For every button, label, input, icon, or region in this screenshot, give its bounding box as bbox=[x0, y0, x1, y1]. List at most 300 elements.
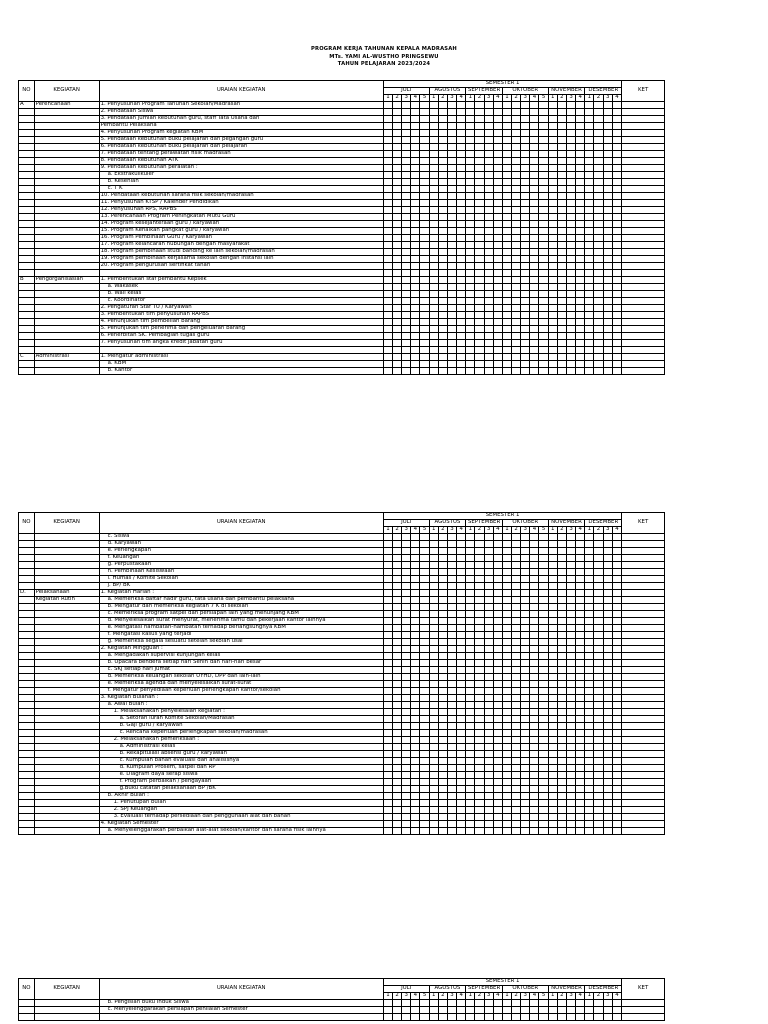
schedule-cell bbox=[502, 333, 511, 340]
schedule-cell bbox=[530, 702, 539, 709]
schedule-cell bbox=[594, 347, 603, 354]
schedule-cell bbox=[392, 576, 401, 583]
row-ket bbox=[622, 723, 665, 730]
week-header: 3 bbox=[402, 993, 411, 1000]
schedule-cell bbox=[383, 807, 392, 814]
schedule-cell bbox=[383, 730, 392, 737]
schedule-cell bbox=[484, 1000, 493, 1007]
row-uraian: c. Rencana keperluan perlengkapan sekolah/madrasah bbox=[99, 730, 383, 737]
row-ket bbox=[622, 284, 665, 291]
schedule-cell bbox=[429, 123, 438, 130]
schedule-cell bbox=[576, 625, 585, 632]
schedule-cell bbox=[447, 611, 456, 618]
row-uraian: b. Akhir Bulan : bbox=[99, 793, 383, 800]
schedule-cell bbox=[475, 277, 484, 284]
schedule-cell bbox=[475, 730, 484, 737]
schedule-cell bbox=[429, 130, 438, 137]
schedule-cell bbox=[594, 793, 603, 800]
schedule-cell bbox=[466, 319, 475, 326]
schedule-cell bbox=[576, 590, 585, 597]
schedule-cell bbox=[438, 625, 447, 632]
row-uraian: 1. Pembentukan staf pembantu Kepsek bbox=[99, 277, 383, 284]
schedule-cell bbox=[493, 632, 502, 639]
schedule-cell bbox=[447, 618, 456, 625]
schedule-cell bbox=[420, 368, 429, 375]
schedule-cell bbox=[512, 270, 521, 277]
schedule-cell bbox=[557, 165, 566, 172]
schedule-cell bbox=[392, 270, 401, 277]
schedule-cell bbox=[475, 639, 484, 646]
schedule-cell bbox=[594, 179, 603, 186]
schedule-cell bbox=[603, 200, 612, 207]
schedule-cell bbox=[603, 821, 612, 828]
schedule-cell bbox=[383, 165, 392, 172]
schedule-cell bbox=[457, 263, 466, 270]
schedule-cell bbox=[420, 144, 429, 151]
table-row bbox=[19, 263, 665, 270]
schedule-cell bbox=[447, 326, 456, 333]
schedule-cell bbox=[521, 632, 530, 639]
schedule-cell bbox=[603, 186, 612, 193]
schedule-cell bbox=[566, 333, 575, 340]
row-uraian: 17. Program kelancaran hubungan dengan masyarakat bbox=[99, 242, 383, 249]
schedule-cell bbox=[557, 695, 566, 702]
schedule-cell bbox=[603, 660, 612, 667]
schedule-cell bbox=[557, 618, 566, 625]
schedule-cell bbox=[420, 291, 429, 298]
schedule-cell bbox=[429, 828, 438, 835]
month-header: SEPTEMBER bbox=[466, 88, 503, 95]
schedule-cell bbox=[438, 534, 447, 541]
schedule-cell bbox=[383, 214, 392, 221]
schedule-cell bbox=[475, 576, 484, 583]
schedule-cell bbox=[594, 354, 603, 361]
row-uraian: Pembantu Pelaksana bbox=[99, 123, 383, 130]
row-no bbox=[19, 674, 35, 681]
schedule-cell bbox=[493, 695, 502, 702]
row-uraian: e. Mengatasi hambatan-hambatan terhadap berlangsungnya KBM bbox=[99, 625, 383, 632]
schedule-cell bbox=[466, 674, 475, 681]
schedule-cell bbox=[612, 291, 622, 298]
schedule-cell bbox=[447, 828, 456, 835]
schedule-cell bbox=[539, 814, 548, 821]
schedule-cell bbox=[484, 758, 493, 765]
schedule-cell bbox=[402, 172, 411, 179]
schedule-cell bbox=[539, 744, 548, 751]
week-header: 5 bbox=[420, 527, 429, 534]
schedule-cell bbox=[594, 172, 603, 179]
schedule-cell bbox=[420, 123, 429, 130]
schedule-cell bbox=[594, 611, 603, 618]
schedule-cell bbox=[566, 235, 575, 242]
schedule-cell bbox=[438, 116, 447, 123]
row-no bbox=[19, 116, 35, 123]
schedule-cell bbox=[576, 674, 585, 681]
schedule-cell bbox=[539, 667, 548, 674]
schedule-cell bbox=[548, 709, 557, 716]
schedule-cell bbox=[512, 179, 521, 186]
schedule-cell bbox=[402, 660, 411, 667]
schedule-cell bbox=[457, 172, 466, 179]
schedule-cell bbox=[447, 340, 456, 347]
schedule-cell bbox=[576, 716, 585, 723]
schedule-cell bbox=[566, 814, 575, 821]
week-header: 1 bbox=[466, 527, 475, 534]
schedule-cell bbox=[402, 667, 411, 674]
schedule-cell bbox=[493, 681, 502, 688]
schedule-cell bbox=[612, 109, 622, 116]
row-uraian: c. Memeriksa program satpel dan persiapan lain yang menunjang KBM bbox=[99, 611, 383, 618]
schedule-cell bbox=[420, 326, 429, 333]
schedule-cell bbox=[576, 1000, 585, 1007]
schedule-cell bbox=[548, 221, 557, 228]
schedule-cell bbox=[530, 172, 539, 179]
schedule-cell bbox=[457, 326, 466, 333]
schedule-cell bbox=[392, 723, 401, 730]
schedule-cell bbox=[576, 137, 585, 144]
month-header: OKTOBER bbox=[502, 986, 548, 993]
schedule-cell bbox=[502, 779, 511, 786]
week-header: 4 bbox=[576, 993, 585, 1000]
schedule-cell bbox=[392, 277, 401, 284]
row-no bbox=[19, 541, 35, 548]
schedule-cell bbox=[438, 151, 447, 158]
schedule-cell bbox=[539, 333, 548, 340]
row-uraian: 1. Kegiatan Harian : bbox=[99, 590, 383, 597]
schedule-cell bbox=[557, 730, 566, 737]
schedule-cell bbox=[557, 109, 566, 116]
schedule-cell bbox=[502, 695, 511, 702]
schedule-cell bbox=[576, 1014, 585, 1021]
row-kegiatan bbox=[34, 821, 99, 828]
schedule-cell bbox=[594, 200, 603, 207]
schedule-cell bbox=[411, 674, 420, 681]
schedule-cell bbox=[530, 695, 539, 702]
schedule-cell bbox=[576, 541, 585, 548]
schedule-cell bbox=[539, 361, 548, 368]
schedule-cell bbox=[420, 562, 429, 569]
schedule-cell bbox=[603, 709, 612, 716]
row-kegiatan bbox=[34, 681, 99, 688]
schedule-cell bbox=[539, 632, 548, 639]
schedule-cell bbox=[521, 340, 530, 347]
schedule-cell bbox=[585, 1014, 594, 1021]
schedule-cell bbox=[447, 730, 456, 737]
row-ket bbox=[622, 807, 665, 814]
schedule-cell bbox=[603, 737, 612, 744]
schedule-cell bbox=[594, 639, 603, 646]
schedule-cell bbox=[566, 312, 575, 319]
schedule-cell bbox=[585, 242, 594, 249]
schedule-cell bbox=[512, 193, 521, 200]
week-header: 2 bbox=[475, 527, 484, 534]
schedule-cell bbox=[585, 277, 594, 284]
schedule-cell bbox=[383, 123, 392, 130]
schedule-cell bbox=[521, 284, 530, 291]
schedule-cell bbox=[557, 1014, 566, 1021]
schedule-cell bbox=[457, 333, 466, 340]
schedule-cell bbox=[566, 270, 575, 277]
schedule-cell bbox=[576, 270, 585, 277]
schedule-cell bbox=[502, 590, 511, 597]
schedule-cell bbox=[603, 653, 612, 660]
schedule-cell bbox=[585, 193, 594, 200]
schedule-cell bbox=[603, 235, 612, 242]
schedule-cell bbox=[566, 597, 575, 604]
schedule-cell bbox=[411, 319, 420, 326]
schedule-cell bbox=[548, 1014, 557, 1021]
schedule-cell bbox=[512, 779, 521, 786]
schedule-cell bbox=[539, 653, 548, 660]
schedule-cell bbox=[383, 354, 392, 361]
schedule-cell bbox=[566, 116, 575, 123]
schedule-cell bbox=[603, 562, 612, 569]
schedule-cell bbox=[548, 263, 557, 270]
schedule-cell bbox=[493, 319, 502, 326]
schedule-cell bbox=[585, 758, 594, 765]
schedule-cell bbox=[612, 249, 622, 256]
schedule-cell bbox=[484, 653, 493, 660]
schedule-cell bbox=[383, 116, 392, 123]
schedule-cell bbox=[557, 277, 566, 284]
row-ket bbox=[622, 821, 665, 828]
row-uraian: h. Pembinaan Kesiswaan bbox=[99, 569, 383, 576]
schedule-cell bbox=[576, 583, 585, 590]
schedule-cell bbox=[594, 214, 603, 221]
schedule-cell bbox=[502, 158, 511, 165]
schedule-cell bbox=[457, 102, 466, 109]
schedule-cell bbox=[429, 597, 438, 604]
schedule-cell bbox=[548, 716, 557, 723]
schedule-cell bbox=[392, 361, 401, 368]
schedule-cell bbox=[438, 786, 447, 793]
schedule-cell bbox=[612, 576, 622, 583]
schedule-cell bbox=[585, 151, 594, 158]
schedule-cell bbox=[493, 646, 502, 653]
schedule-cell bbox=[539, 751, 548, 758]
schedule-cell bbox=[411, 242, 420, 249]
week-header: 4 bbox=[411, 527, 420, 534]
schedule-cell bbox=[447, 702, 456, 709]
schedule-cell bbox=[512, 604, 521, 611]
row-kegiatan: Pengorganisasian bbox=[34, 277, 99, 284]
schedule-cell bbox=[548, 639, 557, 646]
schedule-cell bbox=[557, 611, 566, 618]
schedule-cell bbox=[420, 151, 429, 158]
schedule-cell bbox=[438, 541, 447, 548]
schedule-cell bbox=[392, 562, 401, 569]
schedule-cell bbox=[603, 723, 612, 730]
schedule-cell bbox=[447, 772, 456, 779]
week-header: 3 bbox=[484, 527, 493, 534]
week-header: 1 bbox=[548, 993, 557, 1000]
schedule-cell bbox=[548, 583, 557, 590]
schedule-cell bbox=[457, 137, 466, 144]
schedule-cell bbox=[585, 723, 594, 730]
row-kegiatan bbox=[34, 312, 99, 319]
schedule-cell bbox=[566, 793, 575, 800]
week-header: 3 bbox=[566, 993, 575, 1000]
week-header: 4 bbox=[612, 527, 622, 534]
schedule-cell bbox=[493, 179, 502, 186]
schedule-cell bbox=[530, 625, 539, 632]
schedule-cell bbox=[383, 158, 392, 165]
schedule-cell bbox=[429, 786, 438, 793]
schedule-cell bbox=[466, 130, 475, 137]
schedule-cell bbox=[557, 354, 566, 361]
schedule-cell bbox=[420, 109, 429, 116]
schedule-cell bbox=[539, 758, 548, 765]
schedule-cell bbox=[566, 562, 575, 569]
schedule-cell bbox=[429, 116, 438, 123]
schedule-cell bbox=[557, 716, 566, 723]
schedule-cell bbox=[392, 151, 401, 158]
schedule-cell bbox=[502, 793, 511, 800]
schedule-cell bbox=[402, 228, 411, 235]
schedule-cell bbox=[557, 123, 566, 130]
row-no bbox=[19, 109, 35, 116]
schedule-cell bbox=[512, 228, 521, 235]
schedule-cell bbox=[576, 555, 585, 562]
schedule-cell bbox=[612, 193, 622, 200]
schedule-cell bbox=[603, 319, 612, 326]
schedule-cell bbox=[383, 751, 392, 758]
schedule-cell bbox=[585, 737, 594, 744]
schedule-cell bbox=[447, 284, 456, 291]
schedule-cell bbox=[530, 821, 539, 828]
schedule-cell bbox=[493, 688, 502, 695]
week-header: 2 bbox=[557, 527, 566, 534]
schedule-cell bbox=[392, 625, 401, 632]
schedule-cell bbox=[383, 695, 392, 702]
schedule-cell bbox=[566, 730, 575, 737]
schedule-cell bbox=[457, 291, 466, 298]
schedule-cell bbox=[594, 137, 603, 144]
schedule-cell bbox=[484, 723, 493, 730]
schedule-cell bbox=[484, 793, 493, 800]
schedule-cell bbox=[484, 716, 493, 723]
schedule-cell bbox=[457, 681, 466, 688]
schedule-cell bbox=[493, 744, 502, 751]
schedule-cell bbox=[512, 1014, 521, 1021]
row-uraian: d. Menyelesaikan surat menyurat, menerima tamu dan pekerjaan kantor lainnya bbox=[99, 618, 383, 625]
row-ket bbox=[622, 709, 665, 716]
schedule-cell bbox=[548, 653, 557, 660]
row-kegiatan bbox=[34, 548, 99, 555]
schedule-cell bbox=[475, 186, 484, 193]
row-uraian: a. Awal Bulan : bbox=[99, 702, 383, 709]
row-kegiatan: Kegiatan Rutin bbox=[34, 597, 99, 604]
schedule-cell bbox=[512, 758, 521, 765]
schedule-cell bbox=[603, 1014, 612, 1021]
schedule-cell bbox=[420, 361, 429, 368]
schedule-cell bbox=[612, 256, 622, 263]
row-ket bbox=[622, 333, 665, 340]
schedule-cell bbox=[603, 368, 612, 375]
schedule-cell bbox=[530, 653, 539, 660]
schedule-cell bbox=[383, 541, 392, 548]
schedule-cell bbox=[475, 569, 484, 576]
schedule-cell bbox=[438, 723, 447, 730]
schedule-cell bbox=[594, 695, 603, 702]
schedule-cell bbox=[521, 361, 530, 368]
schedule-cell bbox=[457, 249, 466, 256]
row-kegiatan bbox=[34, 263, 99, 270]
week-header: 1 bbox=[585, 993, 594, 1000]
schedule-cell bbox=[429, 583, 438, 590]
schedule-cell bbox=[438, 137, 447, 144]
schedule-cell bbox=[530, 786, 539, 793]
schedule-cell bbox=[402, 235, 411, 242]
schedule-cell bbox=[466, 597, 475, 604]
schedule-cell bbox=[566, 632, 575, 639]
schedule-cell bbox=[548, 786, 557, 793]
schedule-cell bbox=[438, 354, 447, 361]
schedule-cell bbox=[512, 221, 521, 228]
schedule-cell bbox=[438, 193, 447, 200]
schedule-cell bbox=[585, 305, 594, 312]
schedule-cell bbox=[484, 186, 493, 193]
schedule-cell bbox=[383, 340, 392, 347]
schedule-cell bbox=[447, 123, 456, 130]
week-header: 2 bbox=[475, 95, 484, 102]
schedule-cell bbox=[603, 772, 612, 779]
schedule-cell bbox=[493, 807, 502, 814]
schedule-cell bbox=[576, 737, 585, 744]
schedule-cell bbox=[475, 723, 484, 730]
schedule-cell bbox=[585, 709, 594, 716]
schedule-cell bbox=[512, 576, 521, 583]
schedule-cell bbox=[530, 151, 539, 158]
schedule-cell bbox=[603, 632, 612, 639]
schedule-cell bbox=[392, 312, 401, 319]
schedule-cell bbox=[475, 130, 484, 137]
schedule-cell bbox=[466, 590, 475, 597]
schedule-cell bbox=[383, 765, 392, 772]
schedule-cell bbox=[402, 277, 411, 284]
schedule-cell bbox=[402, 569, 411, 576]
schedule-cell bbox=[466, 193, 475, 200]
schedule-cell bbox=[502, 583, 511, 590]
schedule-cell bbox=[603, 604, 612, 611]
schedule-cell bbox=[502, 256, 511, 263]
week-header: 4 bbox=[576, 95, 585, 102]
schedule-cell bbox=[548, 193, 557, 200]
schedule-cell bbox=[411, 646, 420, 653]
schedule-cell bbox=[475, 646, 484, 653]
schedule-cell bbox=[392, 730, 401, 737]
schedule-cell bbox=[493, 305, 502, 312]
row-ket bbox=[622, 730, 665, 737]
schedule-cell bbox=[521, 354, 530, 361]
row-ket bbox=[622, 235, 665, 242]
schedule-cell bbox=[484, 193, 493, 200]
row-uraian: f. Mengatur penyediaan keperluan perlengkapan kantor/sekolah bbox=[99, 688, 383, 695]
schedule-cell bbox=[539, 674, 548, 681]
schedule-cell bbox=[612, 639, 622, 646]
row-uraian: 4. Kegiatan Semester bbox=[99, 821, 383, 828]
row-ket bbox=[622, 137, 665, 144]
schedule-cell bbox=[466, 102, 475, 109]
schedule-cell bbox=[447, 667, 456, 674]
schedule-cell bbox=[420, 681, 429, 688]
schedule-cell bbox=[585, 814, 594, 821]
schedule-cell bbox=[466, 737, 475, 744]
schedule-cell bbox=[484, 730, 493, 737]
schedule-cell bbox=[438, 235, 447, 242]
schedule-cell bbox=[484, 541, 493, 548]
schedule-cell bbox=[484, 151, 493, 158]
